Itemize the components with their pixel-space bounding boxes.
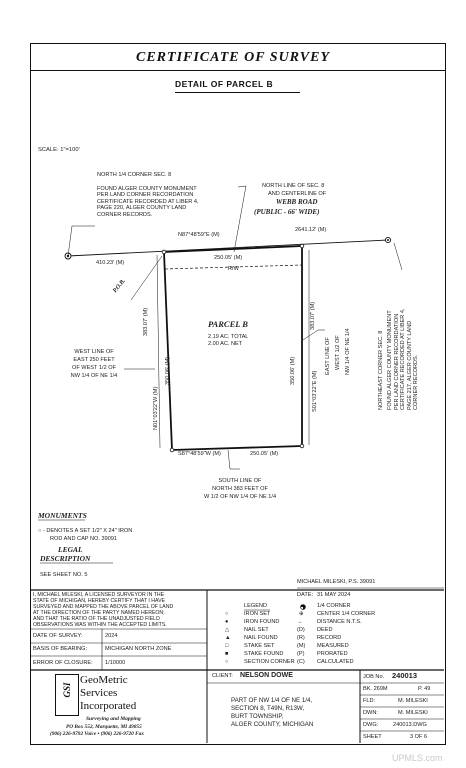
sheet-value: 3 OF 6 xyxy=(410,734,428,740)
fld-value: M. MILESKI xyxy=(398,698,428,704)
leader-east-line xyxy=(303,330,325,340)
top-bearing: N87°48'59"E (M) xyxy=(178,232,220,238)
date-of-survey-label: DATE OF SURVEY: xyxy=(33,633,83,639)
east-383: 383.07' (M) xyxy=(310,301,316,330)
ne-corner-dot-icon xyxy=(387,239,389,241)
fld-label: FLD: xyxy=(363,698,376,704)
pob-offset: 410.23' (M) xyxy=(96,260,125,266)
parcel-total: 2.19 AC. TOTAL xyxy=(208,334,249,340)
sig-date-label: DATE: xyxy=(297,592,314,598)
sheet-label: SHEET xyxy=(363,734,382,740)
legend-heading: LEGEND xyxy=(244,603,268,609)
monuments-line1: ○ - DENOTES A SET 1/2" X 24" IRON xyxy=(38,528,133,534)
south-bearing: S87°48'59"W (M) xyxy=(178,451,221,457)
east-350: 350.06' (M) xyxy=(290,356,296,385)
job-number: 240013 xyxy=(392,671,418,680)
date-of-survey-value: 2024 xyxy=(105,633,118,639)
client-name: NELSON DOWE xyxy=(240,672,293,679)
east-line-label-2: WEST 1/2 OF xyxy=(335,335,341,370)
north-quarter-label: NORTH 1/4 CORNER SEC. 8 xyxy=(97,172,172,178)
rw-label: R/W xyxy=(228,266,239,272)
page-title: CERTIFICATE OF SURVEY xyxy=(136,50,330,65)
company-name-1: GeoMetric xyxy=(80,674,128,686)
subtitle: DETAIL OF PARCEL B xyxy=(175,79,274,89)
leader-north-quarter xyxy=(68,226,95,256)
company-logo-text: GSI xyxy=(62,682,72,698)
iron-set-icon xyxy=(300,244,304,248)
iron-set-icon xyxy=(162,250,166,254)
leader-ne-corner xyxy=(394,243,402,270)
company-name-2: Services xyxy=(80,687,118,699)
leader-road xyxy=(234,186,246,252)
job-page: P. 49 xyxy=(418,686,431,692)
east-line-label-1: EAST LINE OF xyxy=(325,337,331,375)
monuments-line2: ROD AND CAP NO. 39091 xyxy=(50,536,118,542)
certification-text: I, MICHAEL MILESKI, A LICENSED SURVEYOR IN THE STATE OF MICHIGAN, HEREBY CERTIFY THAT I HAVE SURVEYED AND MAPPED THE ABOVE PARCEL OF LAND AT THE DIRECTION OF THE PARTY NAMED HEREON; AND THAT THE RATIO OF THE UNADJUSTED FIELD OBSERVATIONS WAS WITHIN THE ACCEPTED LIMITS. xyxy=(33,592,174,628)
south-distance: 250.05' (M) xyxy=(250,451,279,457)
west-383: 383.07' (M) xyxy=(143,307,149,336)
north-section-line xyxy=(68,240,388,256)
job-label: JOB No. xyxy=(363,674,385,680)
north-side-distance: 250.05' (M) xyxy=(214,255,243,261)
leader-south-line xyxy=(228,450,240,469)
company-name-3: Incorporated xyxy=(80,700,137,712)
north-line-label: NORTH LINE OF SEC. 8 xyxy=(262,183,325,189)
south-line-label: SOUTH LINE OF NORTH 383 FEET OF W 1/2 OF NW 1/4 OF NE 1/4 xyxy=(203,478,277,500)
sig-date: 31 MAY 2024 xyxy=(317,592,351,598)
parcel-name: PARCEL B xyxy=(208,319,248,329)
basis-of-bearing-value: MICHIGAN NORTH ZONE xyxy=(105,646,172,652)
legal-heading-2: DESCRIPTION xyxy=(40,554,91,563)
centerline-label: AND CENTERLINE OF xyxy=(268,191,327,197)
legal-see: SEE SHEET NO. 5 xyxy=(40,572,88,578)
road-row: (PUBLIC - 66' WIDE) xyxy=(254,208,320,216)
dwg-value: 240013.DWG xyxy=(393,722,427,728)
error-of-closure-value: 1/10000 xyxy=(105,660,126,666)
parcel-boundary xyxy=(164,246,302,450)
company-logo xyxy=(55,674,79,716)
dwn-label: DWN: xyxy=(363,710,378,716)
east-line-label-3: NW 1/4 OF NE 1/4 xyxy=(345,328,351,375)
iron-set-icon xyxy=(170,448,174,452)
job-bk: BK. 269M xyxy=(363,686,388,692)
client-label: CLIENT: xyxy=(212,673,233,679)
scale-label: SCALE: 1"=100' xyxy=(38,147,80,153)
road-name: WEBB ROAD xyxy=(276,198,318,206)
east-bearing: S01°03'22"E (M) xyxy=(312,370,318,412)
watermark: UPMLS.com xyxy=(392,753,443,763)
dwg-label: DWG: xyxy=(363,722,379,728)
iron-set-icon xyxy=(300,444,304,448)
ne-corner-label: NORTHEAST CORNER SEC. 8 FOUND ALGER COUNTY MONUMENT PER LAND CORNER RECORDATION CERTIFICATE RECORDED AT LIBER 4, PAGE 217, ALGER COUNTY LAND CORNER RECORDS. xyxy=(378,308,420,410)
monuments-heading: MONUMENTS xyxy=(38,511,87,520)
company-phones: (906) 226-9792 Voice • (906) 226-9720 Fax xyxy=(50,731,144,737)
north-quarter-monument: FOUND ALGER COUNTY MONUMENT PER LAND CORNER RECORDATION CERTIFICATE RECORDED AT LIBER 4, PAGE 220, ALGER COUNTY LAND CORNER RECORDS. xyxy=(97,186,199,218)
west-350: 350.06' (M) xyxy=(165,356,171,385)
top-distance: 2641.12' (M) xyxy=(295,227,327,233)
surveyor-name: MICHAEL MILESKI, P.S. 39091 xyxy=(297,579,376,585)
west-line-label: WEST LINE OF EAST 250 FEET OF WEST 1/2 OF NW 1/4 OF NE 1/4 xyxy=(70,349,118,379)
pob-label: P.O.B. xyxy=(112,278,127,295)
legal-heading: LEGAL xyxy=(58,545,83,554)
west-bearing: N01°03'22"W (M) xyxy=(153,386,159,430)
company-tagline: Surveying and Mapping xyxy=(86,716,141,722)
basis-of-bearing-label: BASIS OF BEARING: xyxy=(33,646,88,652)
parcel-net: 2.00 AC. NET xyxy=(208,341,243,347)
error-of-closure-label: ERROR OF CLOSURE: xyxy=(33,660,93,666)
dwn-value: M. MILESKI xyxy=(398,710,428,716)
company-address: PO Box 552, Marquette, MI 49855 xyxy=(66,724,142,730)
client-description: PART OF NW 1/4 OF NE 1/4, SECTION 8, T49N, R13W, BURT TOWNSHIP, ALGER COUNTY, MICHIGAN xyxy=(231,697,314,729)
